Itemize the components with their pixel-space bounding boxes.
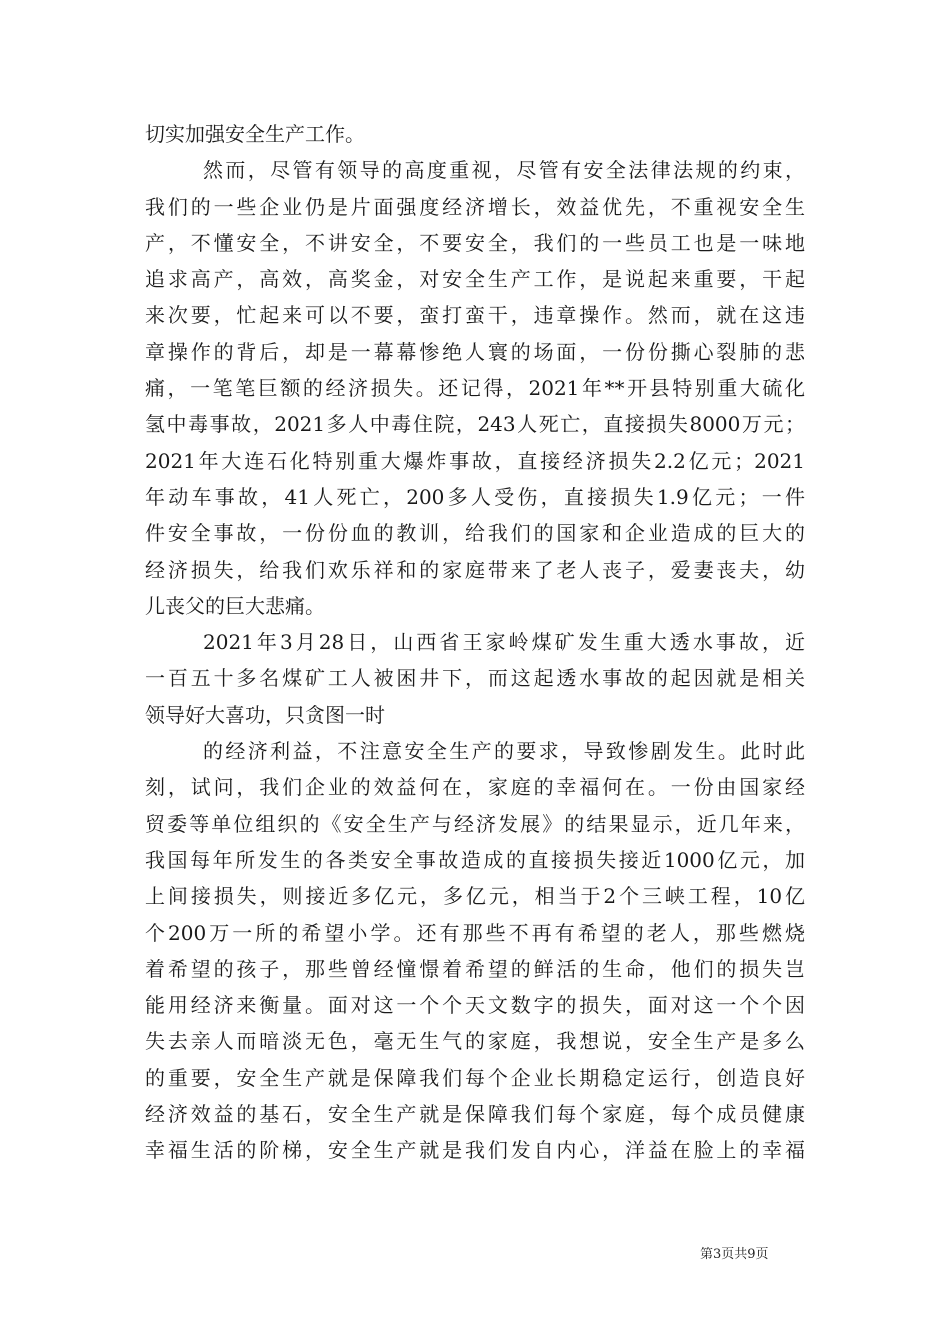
text-line: 氢中毒事故，2021多人中毒住院，243人死亡，直接损失8000万元； — [145, 412, 805, 437]
text-line: 2021年3月28日，山西省王家岭煤矿发生重大透水事故，近 — [203, 630, 805, 655]
text-line: 上间接损失，则接近多亿元，多亿元，相当于2个三峡工程，10亿 — [145, 884, 805, 909]
text-line: 痛，一笔笔巨额的经济损失。还记得，2021年**开县特别重大硫化 — [145, 376, 805, 401]
text-line: 着希望的孩子，那些曾经憧憬着希望的鲜活的生命，他们的损失岂 — [145, 956, 805, 981]
text-line: 的重要，安全生产就是保障我们每个企业长期稳定运行，创造良好 — [145, 1065, 805, 1090]
text-line: 的经济利益，不注意安全生产的要求，导致惨剧发生。此时此 — [203, 739, 805, 764]
text-line: 年动车事故，41人死亡，200多人受伤，直接损失1.9亿元；一件 — [145, 484, 805, 509]
text-line: 件安全事故，一份份血的教训，给我们的国家和企业造成的巨大的 — [145, 521, 805, 546]
text-line: 个200万一所的希望小学。还有那些不再有希望的老人，那些燃烧 — [145, 920, 805, 945]
text-line: 领导好大喜功，只贪图一时 — [145, 702, 385, 727]
text-line: 一百五十多名煤矿工人被困井下，而这起透水事故的起因就是相关 — [145, 666, 805, 691]
text-line: 幸福生活的阶梯，安全生产就是我们发自内心，洋益在脸上的幸福 — [145, 1138, 805, 1163]
text-line: 失去亲人而暗淡无色，毫无生气的家庭，我想说，安全生产是多么 — [145, 1029, 805, 1054]
text-line: 2021年大连石化特别重大爆炸事故，直接经济损失2.2亿元；2021 — [145, 448, 805, 473]
text-line: 产，不懂安全，不讲安全，不要安全，我们的一些员工也是一味地 — [145, 230, 805, 255]
text-line: 我们的一些企业仍是片面强度经济增长，效益优先，不重视安全生 — [145, 194, 805, 219]
text-line: 儿丧父的巨大悲痛。 — [145, 593, 325, 618]
text-line: 我国每年所发生的各类安全事故造成的直接损失接近1000亿元，加 — [145, 847, 805, 872]
body-text — [145, 116, 805, 1169]
text-line: 追求高产，高效，高奖金，对安全生产工作，是说起来重要，干起 — [145, 267, 805, 292]
text-line: 章操作的背后，却是一幕幕惨绝人寰的场面，一份份撕心裂肺的悲 — [145, 339, 805, 364]
text-line: 切实加强安全生产工作。 — [145, 122, 365, 146]
text-line: 刻，试问，我们企业的效益何在，家庭的幸福何在。一份由国家经 — [145, 775, 805, 800]
page-number: 第3页共9页 — [700, 1247, 769, 1262]
text-line: 能用经济来衡量。面对这一个个天文数字的损失，面对这一个个因 — [145, 993, 805, 1018]
text-line: 经济损失，给我们欢乐祥和的家庭带来了老人丧子，爱妻丧夫，幼 — [145, 557, 805, 582]
text-line: 来次要，忙起来可以不要，蛮打蛮干，违章操作。然而，就在这违 — [145, 303, 805, 328]
text-line: 然而，尽管有领导的高度重视，尽管有安全法律法规的约束， — [203, 158, 805, 183]
text-line: 经济效益的基石，安全生产就是保障我们每个家庭，每个成员健康 — [145, 1102, 805, 1127]
text-line: 贸委等单位组织的《安全生产与经济发展》的结果显示，近几年来， — [145, 811, 805, 836]
